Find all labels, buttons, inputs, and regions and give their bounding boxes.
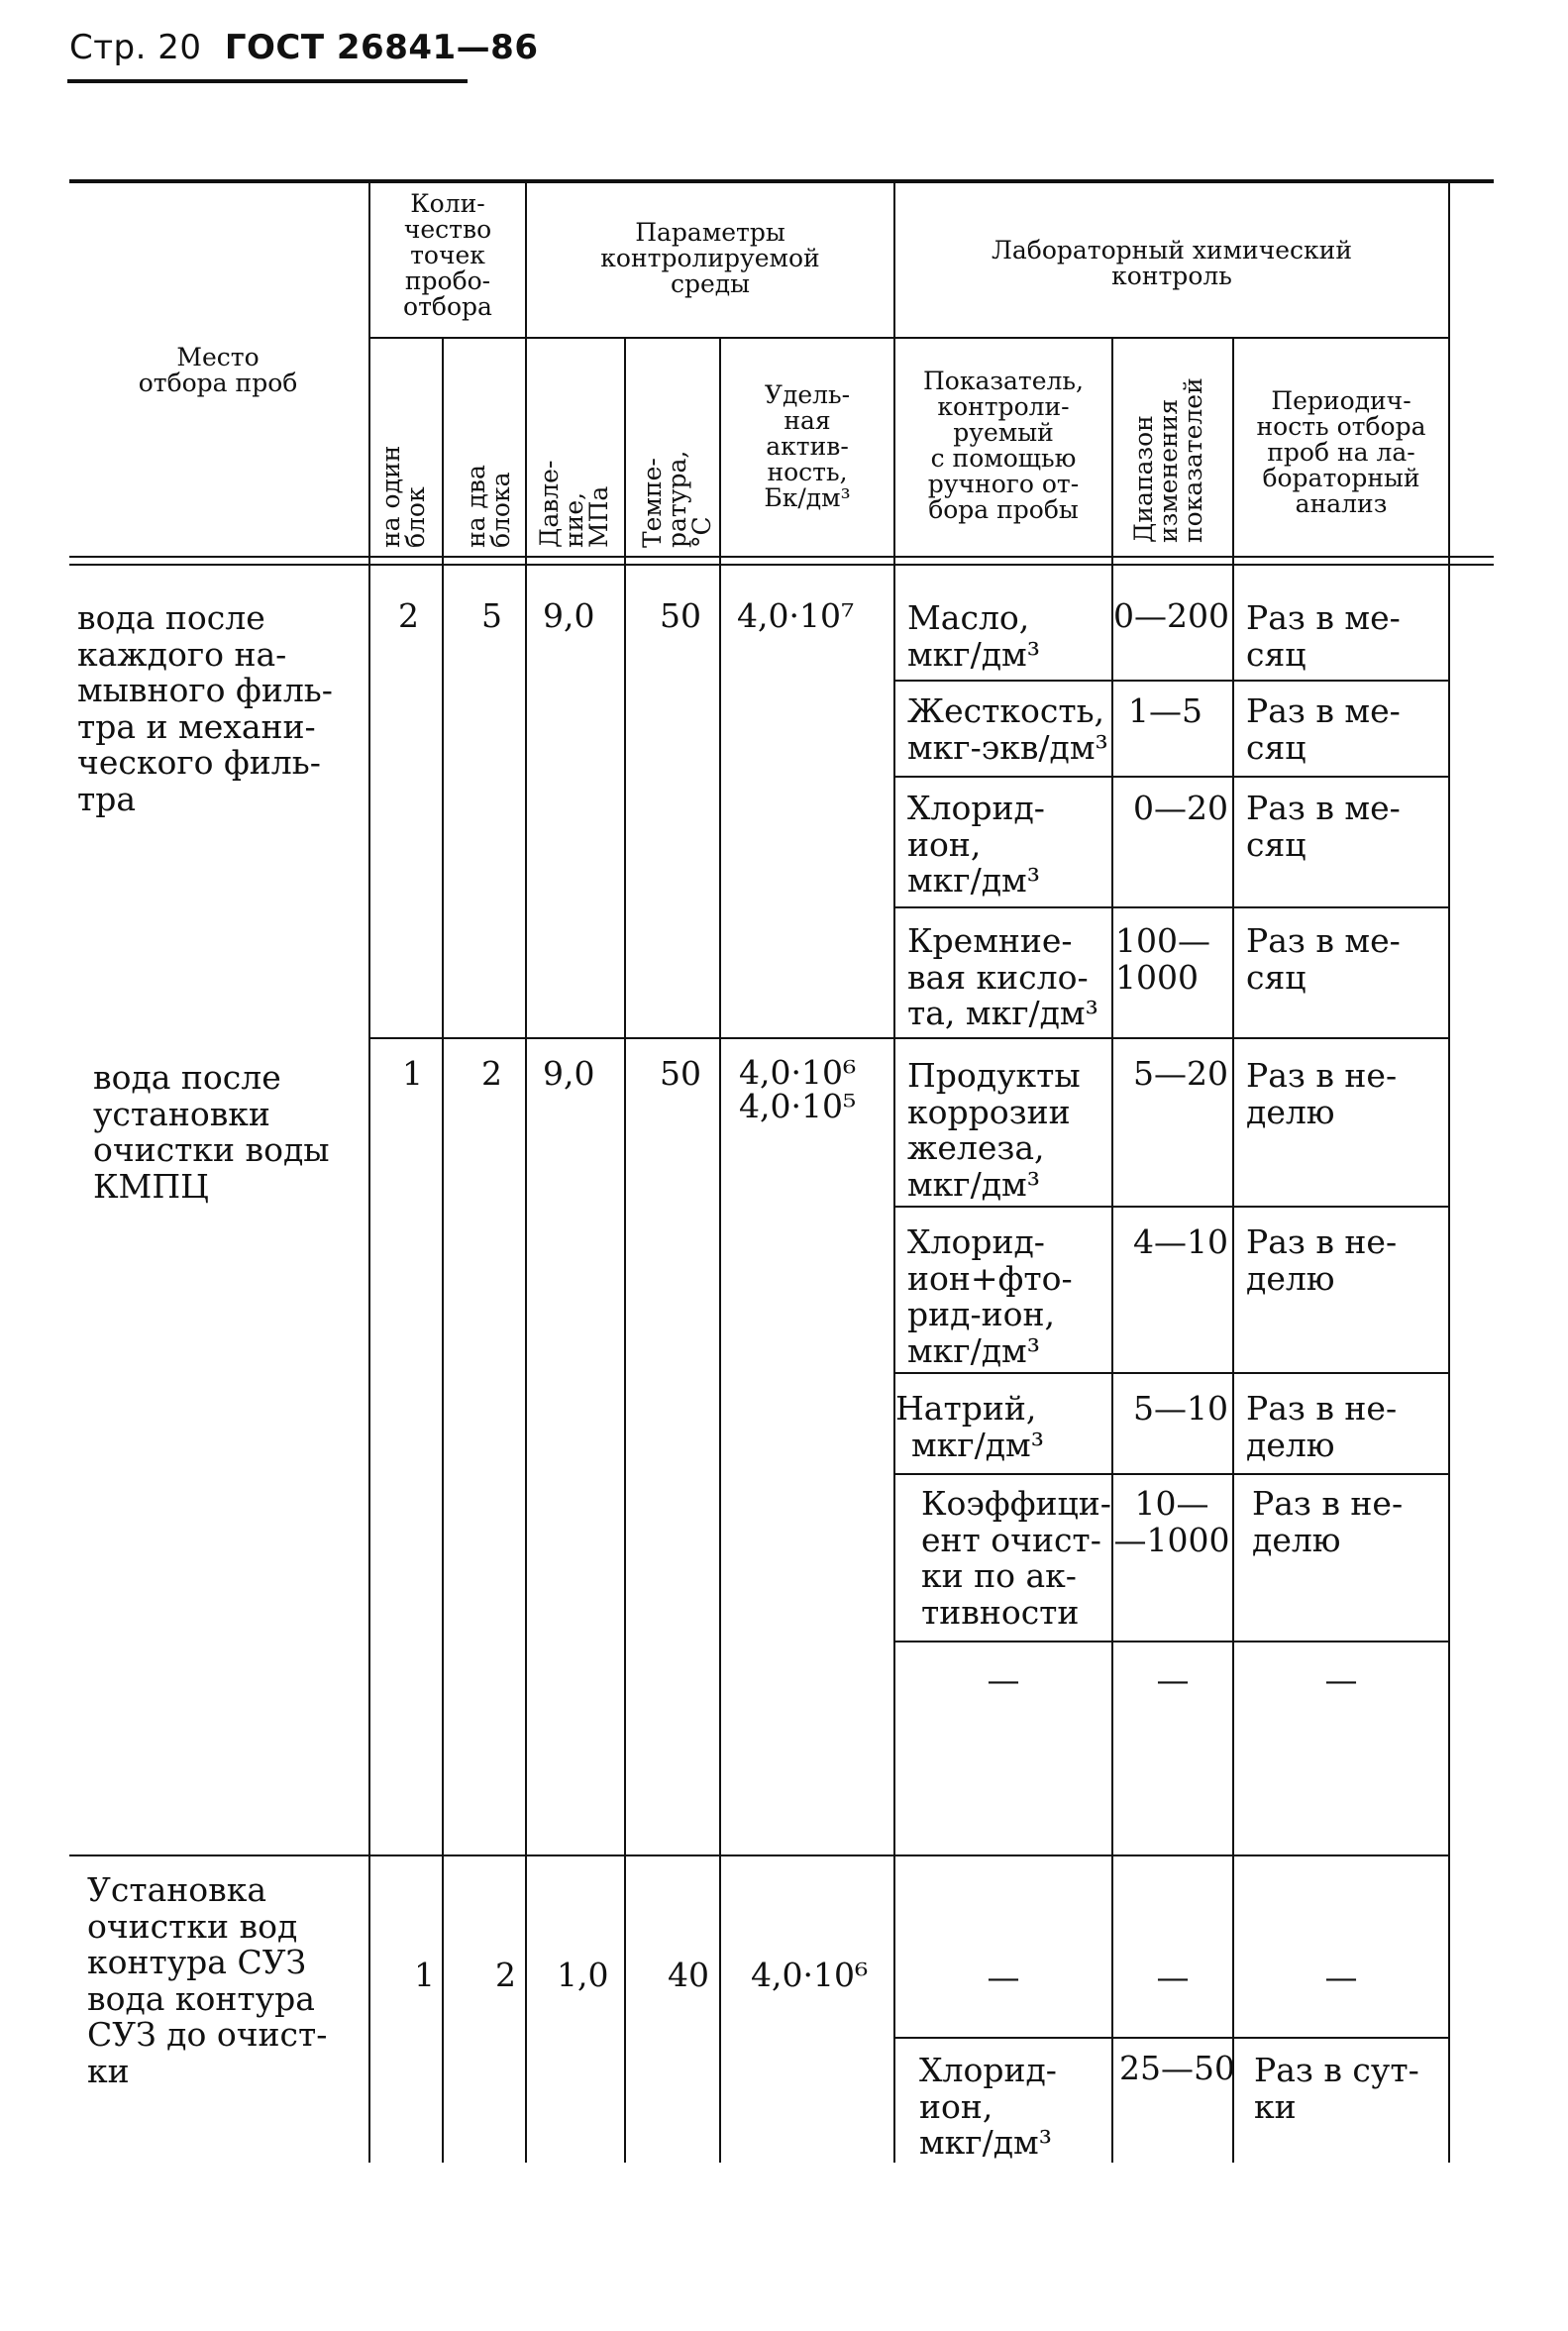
check-separator xyxy=(893,1206,1448,1208)
row2-points-two: 2 xyxy=(481,1054,502,1093)
check-separator xyxy=(893,1372,1448,1374)
row1-check3-range: 0—20 xyxy=(1133,789,1228,827)
page-header xyxy=(69,28,538,67)
check-separator xyxy=(893,1037,1448,1039)
row3-place: Установка очистки вод контура СУЗ вода контура СУЗ до очист- ки xyxy=(87,1870,328,2090)
check-separator xyxy=(893,776,1448,778)
row3-check2-indicator: Хлорид- ион, мкг/дм³ xyxy=(919,2051,1057,2162)
col-divider xyxy=(442,339,444,2163)
row2-check2-indicator: Хлорид- ион+фто- рид-ион, мкг/дм³ xyxy=(907,1222,1073,1370)
row3-temperature: 40 xyxy=(668,1956,709,1994)
row3-activity: 4,0·10⁶ xyxy=(751,1956,869,1994)
row2-check3-range: 5—10 xyxy=(1133,1389,1228,1428)
row3-points-two: 2 xyxy=(495,1956,516,1994)
row1-pressure: 9,0 xyxy=(543,596,595,635)
check-separator xyxy=(893,906,1448,908)
row1-check2-range: 1—5 xyxy=(1128,691,1202,730)
col-divider xyxy=(1232,339,1234,2163)
col-divider xyxy=(525,183,527,2163)
check-separator xyxy=(893,680,1448,682)
row2-check5-period: — xyxy=(1324,1660,1358,1699)
row3-check1-range: — xyxy=(1156,1958,1190,1996)
row3-check1-indicator: — xyxy=(987,1958,1020,1996)
row2-check4-indicator: Коэффици- ент очист- ки по ак- тивности xyxy=(921,1484,1111,1632)
row2-check3-period: Раз в не- делю xyxy=(1246,1389,1398,1464)
check-separator xyxy=(893,1854,1448,1856)
row2-place: вода после установки очистки воды КМПЦ xyxy=(93,1058,330,1206)
row2-check4-range: 10— —1000 xyxy=(1113,1484,1230,1559)
row3-check2-period: Раз в сут- ки xyxy=(1254,2051,1419,2126)
row3-check2-range: 25—50 xyxy=(1119,2049,1235,2087)
row2-activity: 4,0·10⁶ 4,0·10⁵ xyxy=(739,1053,857,1125)
row1-activity: 4,0·10⁷ xyxy=(737,596,855,635)
check-separator xyxy=(893,2037,1448,2039)
header-lab-group: Лабораторный химический контроль xyxy=(992,236,1352,290)
row1-points-two: 5 xyxy=(481,596,502,635)
header-points-one-block: на один блок xyxy=(376,445,430,548)
header-indicator: Показатель, контроли- руемый с помощью ручного от- бора пробы xyxy=(923,367,1084,524)
row1-temperature: 50 xyxy=(660,596,701,635)
row1-check4-period: Раз в ме- сяц xyxy=(1246,921,1401,997)
check-separator xyxy=(893,1641,1448,1642)
row2-check2-range: 4—10 xyxy=(1133,1222,1228,1261)
row2-check3-indicator: Натрий, мкг/дм³ xyxy=(895,1389,1044,1464)
row3-check1-period: — xyxy=(1324,1958,1358,1996)
row2-check1-period: Раз в не- делю xyxy=(1246,1056,1398,1131)
col-divider xyxy=(368,183,370,2163)
header-points-two-blocks: на два блока xyxy=(462,465,515,548)
row1-check1-indicator: Масло, мкг/дм³ xyxy=(907,598,1040,674)
header-points-group: Коли- чество точек пробо- отбора xyxy=(403,189,492,321)
row1-check2-indicator: Жесткость, мкг-экв/дм³ xyxy=(907,691,1108,767)
standard-number: ГОСТ 26841—86 xyxy=(224,28,539,67)
row1-check2-period: Раз в ме- сяц xyxy=(1246,691,1401,767)
row1-place: вода после каждого на- мывного филь- тра и механи- ческого филь- тра xyxy=(77,598,333,818)
header-temperature: Темпе- ратура, °C xyxy=(638,450,716,548)
row1-check3-period: Раз в ме- сяц xyxy=(1246,789,1401,864)
table-top-rule xyxy=(69,179,1494,183)
row1-check1-period: Раз в ме- сяц xyxy=(1246,598,1401,674)
row-separator-1 xyxy=(368,1037,893,1039)
row1-check4-range: 100— 1000 xyxy=(1115,921,1210,997)
header-range: Диапазон изменения показателей xyxy=(1129,377,1207,543)
header-subrule xyxy=(368,337,1448,339)
header-activity: Удель- ная актив- ность, Бк/дм³ xyxy=(764,380,851,512)
row2-temperature: 50 xyxy=(660,1054,701,1093)
row1-check3-indicator: Хлорид- ион, мкг/дм³ xyxy=(907,789,1045,900)
page-number: Стр. 20 xyxy=(69,28,202,67)
row2-pressure: 9,0 xyxy=(543,1054,595,1093)
check-separator xyxy=(893,1473,1448,1475)
row-separator-2 xyxy=(69,1854,893,1856)
row1-points-one: 2 xyxy=(398,596,419,635)
col-divider xyxy=(1448,183,1450,2163)
row1-check4-indicator: Кремние- вая кисло- та, мкг/дм³ xyxy=(907,921,1098,1032)
row3-points-one: 1 xyxy=(414,1956,435,1994)
col-divider xyxy=(719,339,721,2163)
header-rule xyxy=(67,79,468,83)
row2-check5-range: — xyxy=(1156,1660,1190,1699)
header-params-group: Параметры контролируемой среды xyxy=(600,218,820,298)
header-bottom-rule-2 xyxy=(69,564,1494,566)
row2-check1-range: 5—20 xyxy=(1133,1054,1228,1093)
row2-check4-period: Раз в не- делю xyxy=(1252,1484,1404,1559)
header-pressure: Давле- ние, МПа xyxy=(535,460,613,548)
row2-check1-indicator: Продукты коррозии железа, мкг/дм³ xyxy=(907,1056,1081,1204)
row1-check1-range: 0—200 xyxy=(1113,596,1229,635)
row2-points-one: 1 xyxy=(402,1054,423,1093)
row3-pressure: 1,0 xyxy=(557,1956,609,1994)
header-place: Место отбора проб xyxy=(138,343,298,397)
header-periodicity: Периодич- ность отбора проб на ла- бораторный анализ xyxy=(1256,386,1426,518)
row2-check5-indicator: — xyxy=(987,1660,1020,1699)
row2-check2-period: Раз в не- делю xyxy=(1246,1222,1398,1298)
header-bottom-rule-1 xyxy=(69,556,1494,558)
